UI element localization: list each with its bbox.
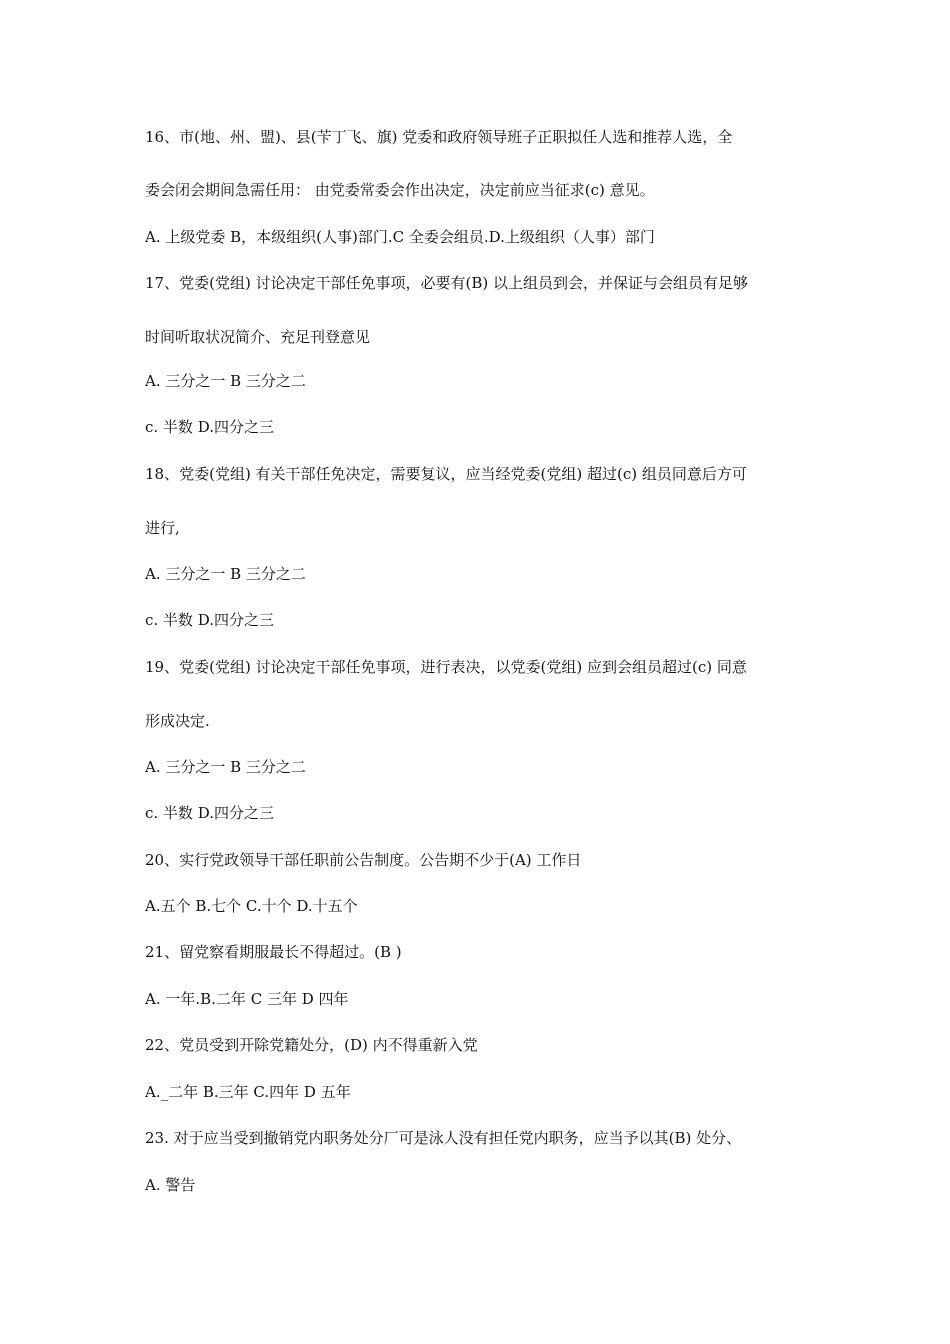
q18-options-1: A. 三分之一 B 三分之二: [145, 565, 306, 583]
q23-line: 23. 对于应当受到撤销党内职务处分厂可是泳人没有担任党内职务，应当予以其(B) 处分、: [145, 1129, 742, 1147]
q21-options: A. 一年.B.二年 C 三年 D 四年: [145, 990, 349, 1008]
q18-options-2: c. 半数 D.四分之三: [145, 611, 274, 629]
q22-line: 22、党员受到开除党籍处分，(D) 内不得重新入党: [145, 1036, 478, 1054]
q17-options-2: c. 半数 D.四分之三: [145, 418, 274, 436]
q20-line: 20、实行党政领导干部任职前公告制度。公告期不少于(A) 工作日: [145, 851, 582, 869]
q17-line-1: 17、党委(党组) 讨论决定干部任免事项，必要有(B) 以上组员到会，并保证与会组员有足够: [145, 274, 749, 292]
q20-options: A.五个 B.七个 C.十个 D.十五个: [145, 897, 358, 915]
q16-line-2: 委会闭会期间急需任用： 由党委常委会作出决定，决定前应当征求(c) 意见。: [145, 181, 655, 199]
q23-options: A. 警告: [145, 1176, 196, 1194]
q19-line-1: 19、党委(党组) 讨论决定干部任免事项，进行表决，以党委(党组) 应到会组员超过(c) 同意: [145, 658, 747, 676]
q17-options-1: A. 三分之一 B 三分之二: [145, 372, 306, 390]
q19-options-2: c. 半数 D.四分之三: [145, 804, 274, 822]
q18-line-1: 18、党委(党组) 有关干部任免决定，需要复议，应当经党委(党组) 超过(c) 组员同意后方可: [145, 465, 747, 483]
q19-line-2: 形成决定.: [145, 712, 210, 730]
q19-options-1: A. 三分之一 B 三分之二: [145, 758, 306, 776]
q17-line-2: 时间听取状况简介、充足刊登意见: [145, 328, 371, 346]
q21-line: 21、留党察看期服最长不得超过。(B ): [145, 943, 402, 961]
q18-line-2: 进行,: [145, 519, 180, 537]
q22-options: A._二年 B.三年 C.四年 D 五年: [145, 1083, 351, 1101]
q16-line-1: 16、市(地、州、盟)、县(苄丁飞、旗) 党委和政府领导班子正职拟任人选和推荐人选，全: [145, 128, 733, 146]
q16-options: A. 上级党委 B，本级组织(人事)部门.C 全委会组员.D.上级组织（人事）部门: [145, 228, 655, 246]
